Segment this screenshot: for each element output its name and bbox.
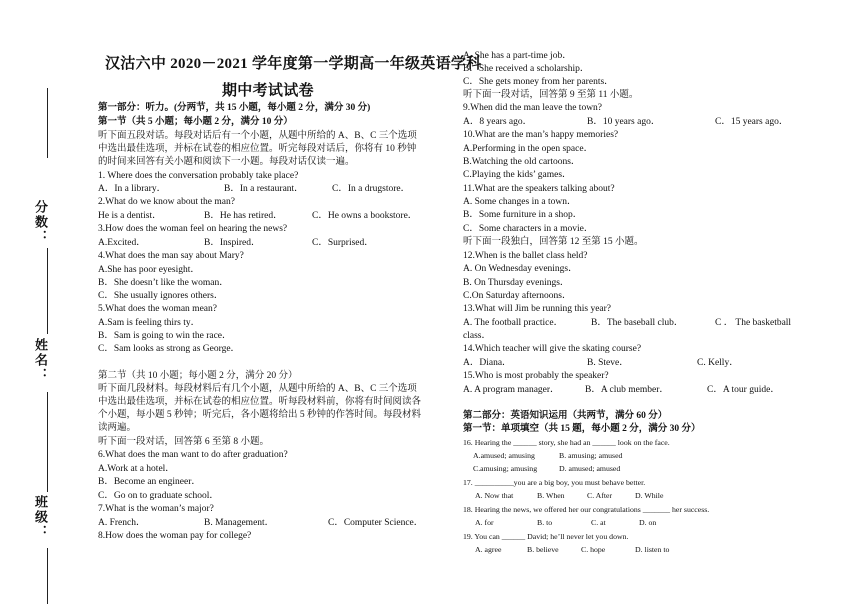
option-a[interactable]: A.amused; amusing bbox=[473, 451, 535, 460]
option-c[interactable]: C.amusing; amusing bbox=[473, 464, 538, 473]
option-b[interactable]: B. to bbox=[537, 518, 553, 527]
dialogue-intro: 听下面一段对话，回答第 6 至第 8 小题。 bbox=[98, 437, 270, 447]
section1-instructions: 听下面五段对话。每段对话后有一个小题，从题中所给的 A、B、C 三个选项 bbox=[98, 131, 417, 141]
option-b[interactable]: B．Some furniture in a shop． bbox=[463, 210, 583, 220]
option-a[interactable]: A.She has poor eyesight． bbox=[98, 265, 200, 275]
option-d[interactable]: D. on bbox=[639, 518, 657, 527]
option-b[interactable]: B．Sam is going to win the race． bbox=[98, 331, 232, 341]
part2-section1-heading: 第一节：单项填空（共 15 题，每小题 2 分，满分 30 分） bbox=[463, 424, 701, 434]
option-c[interactable]: C. at bbox=[591, 518, 606, 527]
binding-margin bbox=[0, 0, 90, 607]
score-label: 分数： bbox=[33, 200, 48, 245]
question-stem: 7.What is the woman’s major? bbox=[98, 504, 214, 514]
section2-instructions: 读两遍。 bbox=[98, 423, 137, 433]
option-b[interactable]: B．In a restaurant． bbox=[224, 184, 304, 194]
gutter-line bbox=[47, 88, 48, 158]
option-c[interactable]: C．Surprised． bbox=[312, 238, 374, 248]
option-b[interactable]: B. Management． bbox=[204, 518, 275, 528]
question-stem: 4.What does the man say about Mary? bbox=[98, 251, 244, 261]
option-c[interactable]: C．15 years ago． bbox=[715, 117, 789, 127]
option-c[interactable]: C. hope bbox=[581, 545, 606, 554]
option-b[interactable]: B. On Thursday evenings． bbox=[463, 278, 570, 288]
option-a[interactable]: A. Now that bbox=[475, 491, 514, 500]
option-b[interactable]: B. amusing; amused bbox=[559, 451, 623, 460]
option-c[interactable]: C．A tour guide． bbox=[707, 385, 780, 395]
option-c[interactable]: C．She gets money from her parents． bbox=[463, 77, 614, 87]
section1-heading: 第一节（共 5 小题；每小题 2 分，满分 10 分） bbox=[98, 117, 293, 127]
option-b[interactable]: B. When bbox=[537, 491, 565, 500]
gutter-line bbox=[47, 548, 48, 604]
gutter-line bbox=[47, 248, 48, 334]
option-c-continued: class． bbox=[463, 331, 491, 341]
question-stem: 10.What are the man’s happy memories? bbox=[463, 130, 619, 140]
question-stem: 13.What will Jim be running this year? bbox=[463, 304, 612, 314]
option-a[interactable]: A.Performing in the open space． bbox=[463, 144, 594, 154]
option-d[interactable]: D. listen to bbox=[635, 545, 670, 554]
part1-heading: 第一部分：听力。(分两节，共 15 小题，每小题 2 分，满分 30 分) bbox=[98, 103, 371, 113]
option-c[interactable]: C.On Saturday afternoons． bbox=[463, 291, 572, 301]
question-stem: 11.What are the speakers talking about? bbox=[463, 184, 615, 194]
option-b[interactable]: B．Become an engineer． bbox=[98, 477, 201, 487]
option-b[interactable]: B．10 years ago． bbox=[587, 117, 661, 127]
option-a[interactable]: A．8 years ago． bbox=[463, 117, 533, 127]
option-c[interactable]: C．Some characters in a movie． bbox=[463, 224, 594, 234]
option-b[interactable]: B．She received a scholarship． bbox=[463, 64, 590, 74]
option-a[interactable]: A. for bbox=[475, 518, 494, 527]
section1-instructions: 的时间来回答有关小题和阅读下一小题。每段对话仅读一遍。 bbox=[98, 157, 355, 167]
option-a[interactable]: A. French． bbox=[98, 518, 146, 528]
option-a[interactable]: A．In a library． bbox=[98, 184, 167, 194]
question-stem: 3.How does the woman feel on hearing the news? bbox=[98, 224, 288, 234]
section2-heading: 第二节（共 10 小题；每小题 2 分，满分 20 分） bbox=[98, 371, 298, 381]
question-stem: 15.Who is most probably the speaker? bbox=[463, 371, 609, 381]
question-stem: 19. You can ______ David; he’ll never let you down. bbox=[463, 532, 629, 541]
exam-title: 汉沽六中 2020－2021 学年度第一学期高一年级英语学科 bbox=[105, 56, 482, 72]
dialogue-intro: 听下面一段对话，回答第 9 至第 11 小题。 bbox=[463, 90, 639, 100]
option-a[interactable]: A.Work at a hotel． bbox=[98, 464, 175, 474]
question-stem: 2.What do we know about the man? bbox=[98, 197, 235, 207]
option-a[interactable]: A.Sam is feeling thirs ty． bbox=[98, 318, 201, 328]
option-b[interactable]: B．Inspired． bbox=[204, 238, 261, 248]
option-a[interactable]: A. A program manager． bbox=[463, 385, 560, 395]
question-stem: 8.How does the woman pay for college? bbox=[98, 531, 252, 541]
question-stem: 17. __________you are a big boy, you must behave better. bbox=[463, 478, 646, 487]
question-stem: 9.When did the man leave the town? bbox=[463, 103, 603, 113]
part2-heading: 第二部分：英语知识运用（共两节，满分 60 分） bbox=[463, 411, 668, 421]
option-c[interactable]: C．He owns a bookstore． bbox=[312, 211, 418, 221]
option-c[interactable]: C．Go on to graduate school． bbox=[98, 491, 219, 501]
class-label: 班级： bbox=[33, 495, 48, 540]
option-c[interactable]: C．Sam looks as strong as George． bbox=[98, 344, 241, 354]
option-a[interactable]: A. She has a part-time job． bbox=[463, 51, 572, 61]
section2-instructions: 听下面几段材料。每段材料后有几个小题，从题中所给的 A、B、C 三个选项 bbox=[98, 384, 417, 394]
question-stem: 12.When is the ballet class held? bbox=[463, 251, 588, 261]
option-a[interactable]: A. On Wednesday evenings． bbox=[463, 264, 578, 274]
option-a[interactable]: A. agree bbox=[475, 545, 502, 554]
option-c[interactable]: C. Kelly． bbox=[697, 358, 739, 368]
name-label: 姓名： bbox=[33, 338, 48, 383]
gutter-line bbox=[47, 392, 48, 492]
question-stem: 6.What does the man want to do after graduation? bbox=[98, 450, 288, 460]
question-stem: 18. Hearing the news, we offered her our congratulations _______ her success. bbox=[463, 505, 710, 514]
option-b[interactable]: B. believe bbox=[527, 545, 559, 554]
question-stem: 14.Which teacher will give the skating course? bbox=[463, 344, 642, 354]
option-c[interactable]: C．She usually ignores others． bbox=[98, 291, 224, 301]
question-stem: 1. Where does the conversation probably take place? bbox=[98, 171, 299, 181]
section1-instructions: 中选出最佳选项，并标在试卷的相应位置。听完每段对话后，你将有 10 秒钟 bbox=[98, 144, 417, 154]
option-b[interactable]: B.Watching the old cartoons． bbox=[463, 157, 581, 167]
option-d[interactable]: D. amused; amused bbox=[559, 464, 621, 473]
option-b[interactable]: B．A club member． bbox=[585, 385, 669, 395]
question-stem: 5.What does the woman mean? bbox=[98, 304, 217, 314]
option-a[interactable]: A．Diana． bbox=[463, 358, 512, 368]
option-b[interactable]: B．He has retired． bbox=[204, 211, 283, 221]
section2-instructions: 个小题，每小题 5 秒钟；听完后，各小题将给出 5 秒钟的作答时间。每段材料 bbox=[98, 410, 422, 420]
option-a[interactable]: A. Some changes in a town． bbox=[463, 197, 577, 207]
option-b[interactable]: B．The baseball club． bbox=[591, 318, 684, 328]
option-c[interactable]: C．In a drugstore． bbox=[332, 184, 411, 194]
option-c[interactable]: C.Playing the kids’ games． bbox=[463, 170, 572, 180]
option-c[interactable]: C ． The basketball bbox=[715, 318, 792, 328]
monologue-intro: 听下面一段独白，回答第 12 至第 15 小题。 bbox=[463, 237, 644, 247]
option-b[interactable]: B. Steve． bbox=[587, 358, 629, 368]
exam-subtitle: 期中考试试卷 bbox=[222, 83, 314, 99]
section2-instructions: 中选出最佳选项，并标在试卷的相应位置。听每段材料前，你将有时间阅读各 bbox=[98, 397, 422, 407]
option-c[interactable]: C. After bbox=[587, 491, 613, 500]
option-a[interactable]: A.Excited． bbox=[98, 238, 146, 248]
question-stem: 16. Hearing the ______ story, she had an ______ look on the face. bbox=[463, 438, 670, 447]
option-c[interactable]: C．Computer Science． bbox=[328, 518, 424, 528]
option-a[interactable]: He is a dentist． bbox=[98, 211, 162, 221]
option-b[interactable]: B．She doesn’t like the woman． bbox=[98, 278, 229, 288]
option-d[interactable]: D. While bbox=[635, 491, 664, 500]
option-a[interactable]: A. The football practice． bbox=[463, 318, 564, 328]
